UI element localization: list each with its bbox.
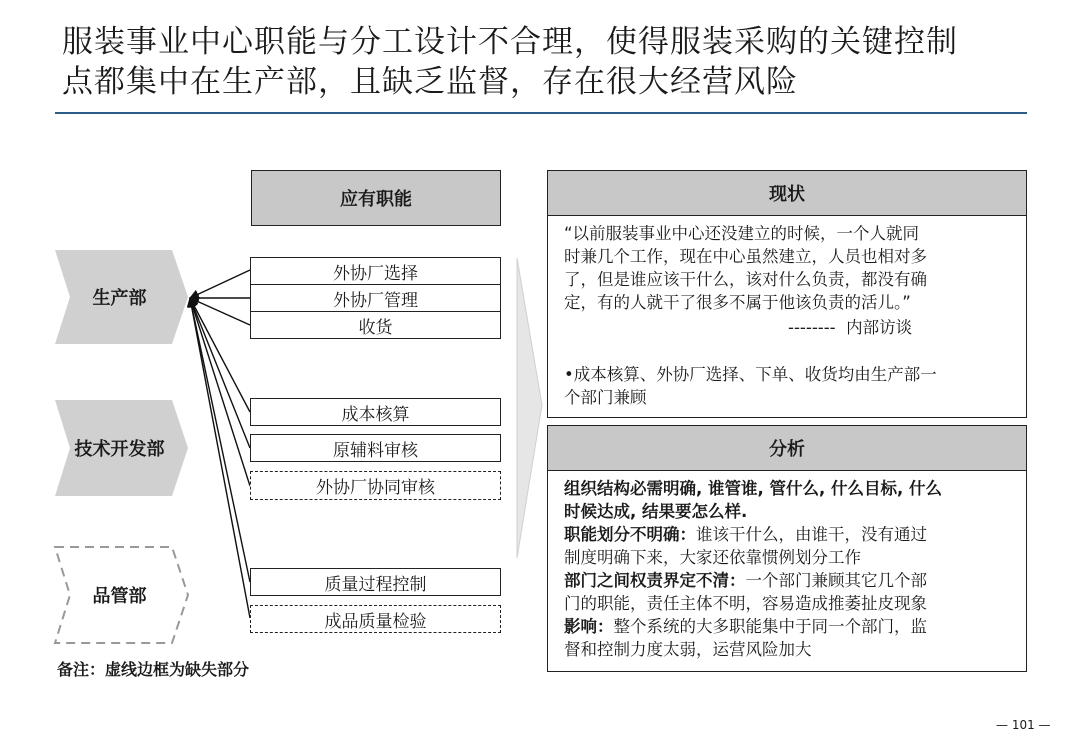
interview-quote	[564, 222, 927, 314]
analysis-point-label: 职能划分不明确：	[564, 525, 696, 544]
analysis-point-continuation: 督和控制力度太弱，运营风险加大	[564, 640, 812, 659]
analysis-point	[564, 523, 942, 546]
bullet-line: •成本核算、外协厂选择、下单、收货均由生产部一	[564, 365, 937, 384]
function-box: 质量过程控制	[250, 568, 501, 596]
analysis-lead-line: 时候达成, 结果要怎么样.	[564, 502, 748, 521]
analysis-header: 分析	[547, 425, 1027, 471]
analysis-point-text: 一个部门兼顾其它几个部	[745, 571, 927, 590]
function-box-missing: 成品质量检验	[250, 605, 501, 633]
analysis-point	[564, 615, 942, 638]
functions-header: 应有职能	[251, 170, 501, 226]
analysis-panel	[547, 470, 1027, 672]
function-box: 外协厂管理	[250, 284, 501, 312]
current-panel	[547, 215, 1027, 418]
function-box: 收货	[250, 311, 501, 339]
dept-label: 品管部	[92, 586, 147, 607]
analysis-lead-line: 组织结构必需明确, 谁管谁, 管什么, 什么目标, 什么	[564, 479, 943, 498]
analysis-point-text: 整个系统的大多职能集中于同一个部门，监	[613, 617, 927, 636]
footnote: 备注：虚线边框为缺失部分	[57, 660, 250, 679]
quote-line: “以前服装事业中心还没建立的时候，一个人就同	[564, 224, 920, 243]
quote-line: 了，但是谁应该干什么，该对什么负责，都没有确	[564, 270, 927, 289]
dept-label: 技术开发部	[74, 439, 165, 460]
function-box: 成本核算	[250, 398, 501, 426]
connector-line	[190, 298, 250, 412]
page-number: — 101 —	[996, 718, 1051, 732]
analysis-point-label: 部门之间权责界定不清：	[564, 571, 746, 590]
analysis-point	[564, 569, 942, 592]
analysis-point-text: 谁该干什么，由谁干，没有通过	[696, 525, 927, 544]
quote-line: 时兼几个工作，现在中心虽然建立，人员也相对多	[564, 247, 927, 266]
analysis-point-continuation: 门的职能，责任主体不明，容易造成推萎扯皮现象	[564, 594, 927, 613]
dept-tech-development	[62, 400, 177, 496]
connector-line	[190, 270, 250, 298]
dept-quality-management	[62, 547, 177, 643]
quote-line: 定，有的人就干了很多不属于他该负责的活儿。”	[564, 293, 911, 312]
dept-production	[62, 250, 177, 344]
function-box-missing: 外协厂协同审核	[250, 471, 501, 500]
analysis-point-label: 影响：	[564, 617, 614, 636]
title-line-2: 点都集中在生产部，且缺乏监督，存在很大经营风险	[62, 64, 798, 100]
analysis-text	[564, 477, 942, 661]
current-header: 现状	[547, 170, 1027, 216]
current-bullet	[564, 363, 937, 409]
function-box: 外协厂选择	[250, 257, 501, 285]
dept-label: 生产部	[92, 288, 147, 309]
function-box: 原辅料审核	[250, 434, 501, 462]
flow-arrow-shape	[517, 258, 542, 558]
quote-source: -------- 内部访谈	[788, 318, 913, 337]
title-line-1: 服装事业中心职能与分工设计不合理，使得服装采购的关键控制	[62, 24, 958, 60]
analysis-point-continuation: 制度明确下来，大家还依靠惯例划分工作	[564, 548, 861, 567]
bullet-line: 个部门兼顾	[564, 388, 647, 407]
connector-line	[190, 298, 250, 582]
